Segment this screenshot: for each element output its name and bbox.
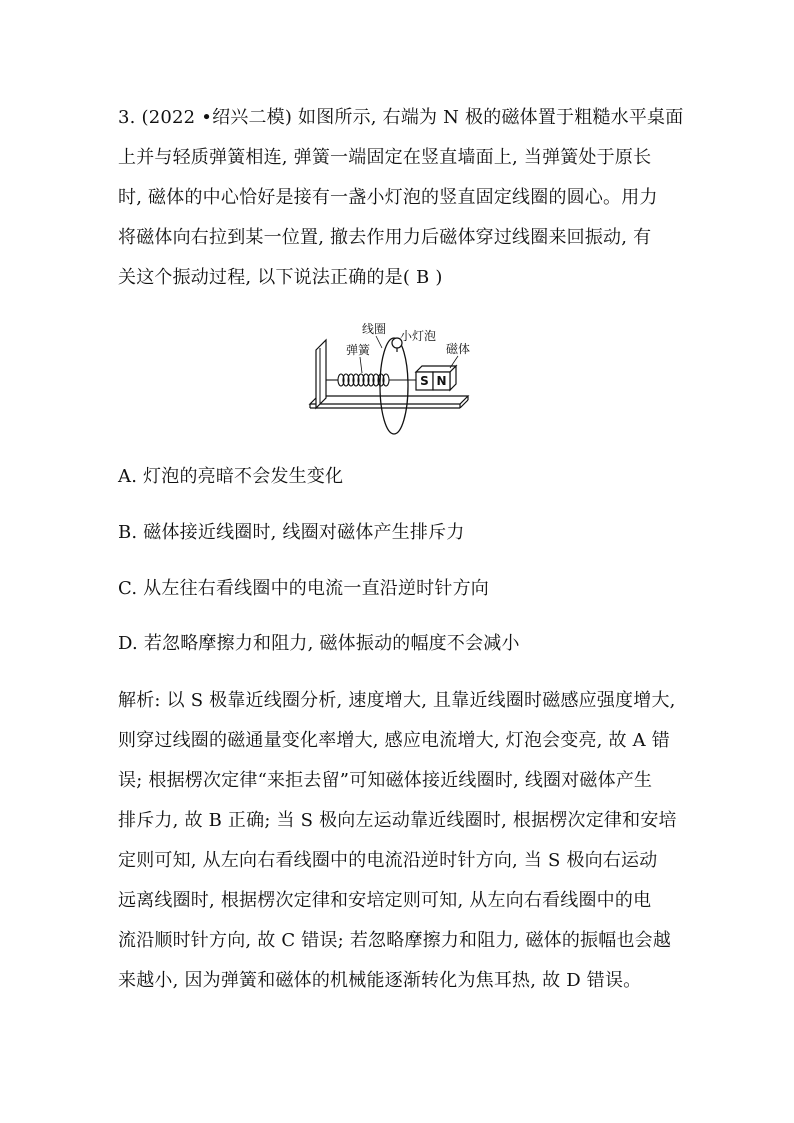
spring-label: 弹簧 bbox=[346, 343, 371, 357]
coil-label: 线圈 bbox=[362, 322, 387, 336]
question-line-5: 关这个振动过程, 以下说法正确的是( B ) bbox=[118, 267, 443, 288]
apparatus-diagram bbox=[300, 318, 490, 440]
question-line-3: 时, 磁体的中心恰好是接有一盏小灯泡的竖直固定线圈的圆心。用力 bbox=[118, 187, 658, 208]
option-d: D. 若忽略摩擦力和阻力, 磁体振动的幅度不会减小 bbox=[118, 633, 520, 654]
analysis-line-4: 排斥力, 故 B 正确; 当 S 极向左运动靠近线圈时, 根据楞次定律和安培 bbox=[118, 810, 677, 831]
analysis-line-7: 流沿顺时针方向, 故 C 错误; 若忽略摩擦力和阻力, 磁体的振幅也会越 bbox=[118, 930, 672, 951]
pole-s-label: S bbox=[420, 374, 429, 388]
option-a: A. 灯泡的亮暗不会发生变化 bbox=[118, 466, 344, 487]
table-top bbox=[310, 396, 468, 404]
coil bbox=[380, 338, 408, 434]
analysis-line-2: 则穿过线圈的磁通量变化率增大, 感应电流增大, 灯泡会变亮, 故 A 错 bbox=[118, 730, 670, 751]
question-line-4: 将磁体向右拉到某一位置, 撤去作用力后磁体穿过线圈来回振动, 有 bbox=[118, 227, 652, 248]
analysis-line-6: 远离线圈时, 根据楞次定律和安培定则可知, 从左向右看线圈中的电 bbox=[118, 890, 652, 911]
bulb-label: 小灯泡 bbox=[400, 329, 437, 343]
spring bbox=[326, 374, 416, 386]
option-b: B. 磁体接近线圈时, 线圈对磁体产生排斥力 bbox=[118, 522, 465, 543]
question-line-2: 上并与轻质弹簧相连, 弹簧一端固定在竖直墙面上, 当弹簧处于原长 bbox=[118, 147, 652, 168]
analysis-line-8: 来越小, 因为弹簧和磁体的机械能逐渐转化为焦耳热, 故 D 错误。 bbox=[118, 970, 642, 991]
magnet-label: 磁体 bbox=[446, 342, 471, 356]
analysis-line-5: 定则可知, 从左向右看线圈中的电流沿逆时针方向, 当 S 极向右运动 bbox=[118, 850, 658, 871]
apparatus-figure bbox=[300, 318, 490, 440]
option-c: C. 从左往右看线圈中的电流一直沿逆时针方向 bbox=[118, 578, 489, 599]
question-line-1: 3. (2022 •绍兴二模) 如图所示, 右端为 N 极的磁体置于粗糙水平桌面 bbox=[118, 107, 684, 128]
analysis-line-3: 误; 根据楞次定律“来拒去留”可知磁体接近线圈时, 线圈对磁体产生 bbox=[118, 770, 653, 791]
analysis-line-1: 解析: 以 S 极靠近线圈分析, 速度增大, 且靠近线圈时磁感应强度增大, bbox=[118, 690, 676, 711]
pole-n-label: N bbox=[436, 374, 447, 388]
wall bbox=[316, 340, 326, 408]
